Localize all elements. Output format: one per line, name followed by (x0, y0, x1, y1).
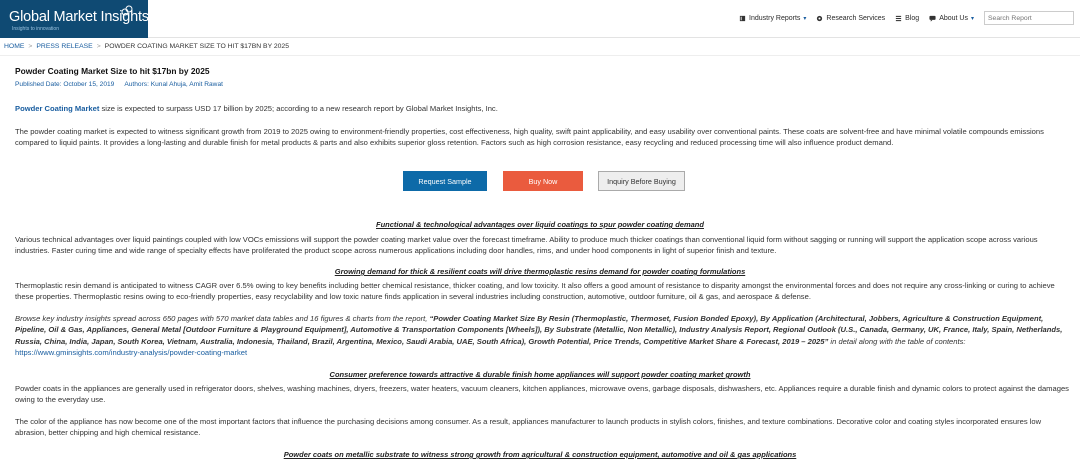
logo-mark-icon (120, 4, 134, 18)
main-nav (739, 11, 1074, 25)
report-url-link[interactable]: https://www.gminsights.com/industry-analysis/powder-coating-market (15, 347, 248, 357)
gear-icon (816, 15, 823, 22)
nav-industry-reports[interactable] (739, 15, 806, 22)
breadcrumb-separator: > (28, 43, 33, 50)
section-heading-functional: Functional & technological advantages over liquid coatings to spur powder coating demand (376, 220, 704, 229)
published-date: Published Date: October 15, 2019 (15, 81, 115, 88)
logo-tagline: Insights to innovation (12, 26, 59, 32)
logo-name: Global Market Insights (9, 9, 149, 25)
article-authors: Authors: Kunal Ahuja, Amit Rawat (124, 81, 223, 88)
nav-about-us[interactable] (929, 15, 974, 22)
breadcrumb-home[interactable]: HOME (4, 43, 25, 50)
chevron-down-icon: ▾ (803, 15, 807, 22)
nav-label: Research Services (826, 14, 886, 22)
lead-paragraph (15, 103, 1073, 114)
chat-icon (929, 15, 936, 22)
book-icon (739, 15, 746, 22)
browse-paragraph (15, 313, 1073, 358)
intro-paragraph: The powder coating market is expected to witness significant growth from 2019 to 2025 owing to environment-friendly properties, cost effectiveness, high quality, swift paint applicability, and easy usability over conventional paints. These coats are solvent-free and have minimal volatile compounds emissions compared to liquid paints. It provides a long-lasting and durable finish for metal products & parts and also exhibits superior gloss retention. Factors such as high corrosion resistance, easy recycling and reduced processing time will also influence product demand. (15, 127, 1044, 148)
site-header (0, 0, 1080, 38)
section-heading-thermoplastic: Growing demand for thick & resilient coats will drive thermoplastic resins demand for powder coating formulations (334, 267, 746, 276)
breadcrumb-separator: > (96, 43, 101, 50)
site-logo[interactable] (0, 0, 148, 38)
buy-now-button[interactable]: Buy Now (503, 171, 583, 191)
browse-intro: Browse key industry insights spread across 650 pages with 570 market data tables and 16 figures & charts from the report, (15, 314, 430, 323)
powder-coating-market-link[interactable]: Powder Coating Market (15, 104, 100, 113)
inquiry-before-buying-button[interactable]: Inquiry Before Buying (598, 171, 685, 191)
nav-research-services[interactable] (816, 15, 885, 22)
article-meta (15, 81, 223, 88)
section-heading-metallic: Powder coats on metallic substrate to witness strong growth from agricultural & construction equipment, automotive and oil & gas applications (283, 450, 797, 459)
section-heading-appliances: Consumer preference towards attractive & durable finish home appliances will support powder coating market growth (329, 370, 751, 379)
search-input[interactable] (984, 11, 1074, 25)
paragraph-thermoplastic: Thermoplastic resin demand is anticipated to witness CAGR over 6.5% owing to key benefits including better chemical resistance, thicker coating, and low toxicity. It also offers a good amount of resistance to disparity amongst the environmental forces and does not require any cross-linking or curing to achieve these properties. Thermoplastic resins owing to eco-friendly properties, easy recyclability and low toxic nature finds application in several industries including construction, automotive, outdoor furniture, oil & gas, and aerospace & defense. (15, 281, 1055, 302)
report-title: “Powder Coating Market Size By Resin (Thermoplastic, Thermoset, Fusion Bonded Epoxy), By Application (Architectural, Jobbers, Agriculture & Construction Equipment, Pipeline, Oil & Gas, Appliances, General Metal [Outdoor Furniture & Playground Equipment], Automotive & Transportation Components [Wheels]), By Substrate (Metallic, Non Metallic), Industry Analysis Report, Regional Outlook (U.S., Canada, Germany, UK, France, Italy, Spain, Netherlands, Russia, China, India, Japan, South Korea, Vietnam, Australia, Indonesia, Thailand, Brazil, Argentina, Mexico, Saudi Arabia, UAE, South Africa), Growth Potential, Price Trends, Competitive Market Share & Forecast, 2019 – 2025” (15, 314, 1063, 346)
article-title: Powder Coating Market Size to hit $17bn by 2025 (15, 66, 210, 76)
nav-blog[interactable] (895, 15, 919, 22)
list-icon (895, 15, 902, 22)
nav-label: About Us (939, 14, 968, 22)
browse-tail: in detail along with the table of contents: (828, 336, 966, 346)
lead-text: size is expected to surpass USD 17 billion by 2025; according to a new research report by Global Market Insights, Inc. (99, 104, 498, 113)
paragraph-functional: Various technical advantages over liquid paintings coupled with low VOCs emissions will support the powder coating market value over the forecast timeframe. Ability to produce much thicker coatings than conventional liquid form without sagging or running will support the application scope across various industries. Faster curing time and wide range of specialty effects have proliferated the product scope across numerous applications including door handles, rims, and under hood components in light of superior finish and texture. (15, 235, 1038, 256)
nav-label: Industry Reports (749, 14, 801, 22)
request-sample-button[interactable]: Request Sample (403, 171, 487, 191)
nav-label: Blog (905, 14, 920, 22)
paragraph-appliances: Powder coats in the appliances are generally used in refrigerator doors, shelves, washing machines, dryers, freezers, water heaters, vacuum cleaners, kitchen appliances, microwave ovens, garbage disposals, dishwashers, etc. Appliances require a durable finish and dynamic colors to protect against the damages owing to the everyday use. (15, 384, 1069, 405)
chevron-down-icon: ▾ (970, 15, 974, 22)
breadcrumb (4, 43, 289, 50)
breadcrumb-current: POWDER COATING MARKET SIZE TO HIT $17BN BY 2025 (104, 43, 289, 50)
breadcrumb-press-release[interactable]: PRESS RELEASE (36, 43, 93, 50)
paragraph-color: The color of the appliance has now become one of the most important factors that influence the purchasing decisions among consumer. As a result, appliances manufacturer to launch products in stylish colors, finishes, and texture combinations. Decorative color and coating styles incorporated ensures low abrasion, better chipping and high chemical resistance. (15, 417, 1042, 438)
